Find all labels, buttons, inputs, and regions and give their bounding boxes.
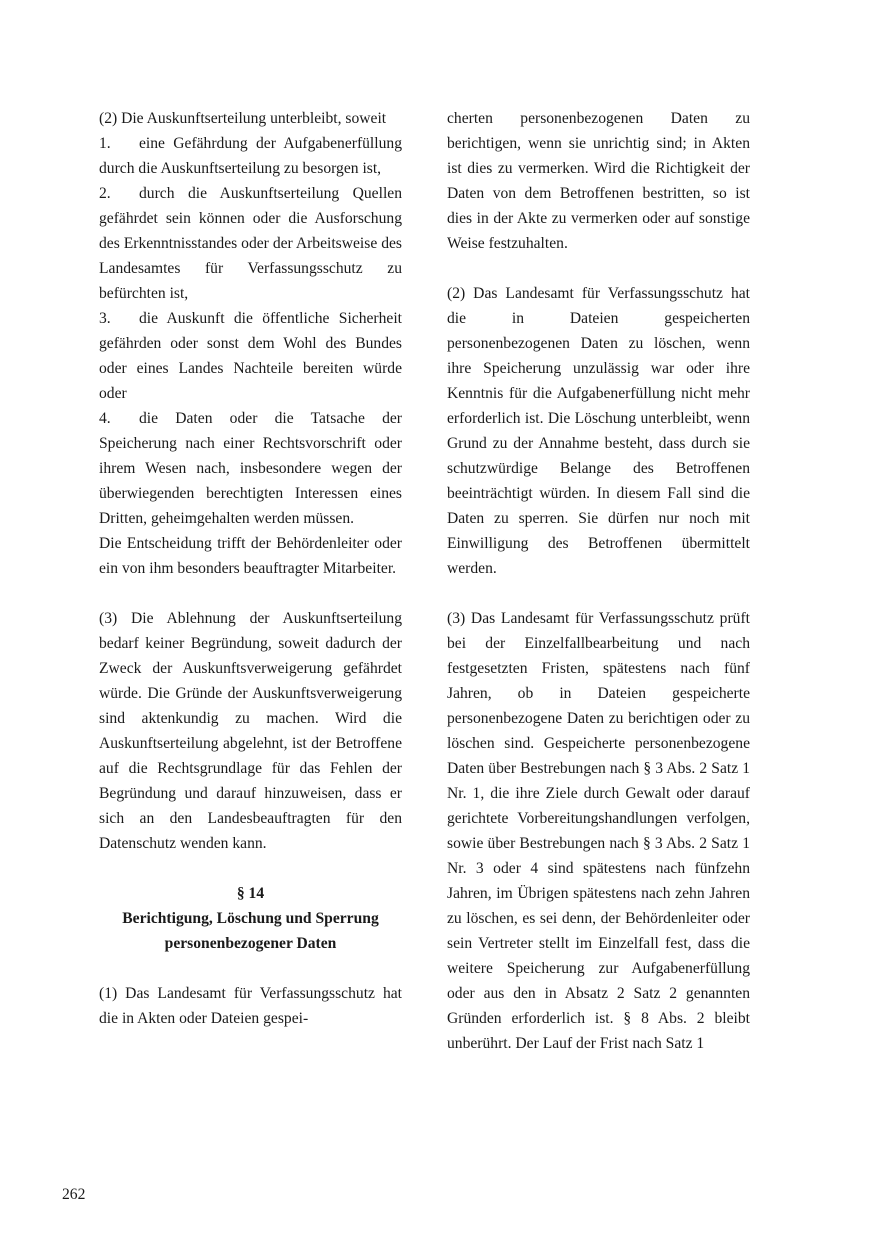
section-14-paragraph-1-continued: cherten personenbezogenen Daten zu berichtigen, wenn sie unrichtig sind; in Akten ist dies zu vermerken. Wird die Richtigkeit der Daten von dem Betroffenen bestritten, so ist dies in der Akte zu vermerken oder auf sonstige Weise festzuhalten. <box>447 110 750 252</box>
page-number: 262 <box>62 1186 86 1203</box>
list-item-number: 3. <box>99 310 111 327</box>
paragraph-2-list <box>99 131 402 531</box>
list-item-number: 4. <box>99 410 111 427</box>
right-column <box>447 106 750 1056</box>
paragraph-2-intro: (2) Die Auskunftserteilung unterbleibt, soweit <box>99 110 387 127</box>
section-title-line-1: Berichtigung, Löschung und Sperrung <box>122 910 379 927</box>
list-item-text: die Daten oder die Tatsache der Speicherung nach einer Rechtsvorschrift oder ihrem Wesen nach, insbesondere wegen der überwiegenden berechtigten Interessen eines Dritten, geheimgehalten werden müssen. <box>99 410 402 527</box>
section-title-line-2: personenbezogener Daten <box>164 935 337 952</box>
left-column <box>99 106 402 1031</box>
list-item-number: 2. <box>99 185 111 202</box>
list-item <box>99 131 402 181</box>
section-14-paragraph-2: (2) Das Landesamt für Verfassungsschutz hat die in Dateien gespeicherten personenbezogenen Daten zu löschen, wenn ihre Speicherung unzulässig war oder ihre Kenntnis für die Aufgabenerfüllung nicht mehr erforderlich ist. Die Löschung unterbleibt, wenn Grund zu der Annahme besteht, dass durch sie schutzwürdige Belange des Betroffenen beeinträchtigt würden. In diesem Fall sind die Daten zu sperren. Sie dürfen nur noch mit Einwilligung des Betroffenen übermittelt werden. <box>447 285 750 577</box>
section-number: § 14 <box>236 885 265 902</box>
list-item-text: durch die Auskunftserteilung Quellen gefährdet sein können oder die Ausforschung des Erkenntnisstandes oder der Arbeitsweise des Landesamtes für Verfassungsschutz zu befürchten ist, <box>99 185 402 302</box>
section-14-paragraph-1-start: (1) Das Landesamt für Verfassungsschutz hat die in Akten oder Dateien gespei- <box>99 985 402 1027</box>
section-14-paragraph-3: (3) Das Landesamt für Verfassungsschutz prüft bei der Einzelfallbearbeitung und nach festgesetzten Fristen, spätestens nach fünf Jahren, ob in Dateien gespeicherte personenbezogene Daten zu berichtigen oder zu löschen sind. Gespeicherte personenbezogene Daten über Bestrebungen nach § 3 Abs. 2 Satz 1 Nr. 1, die ihre Ziele durch Gewalt oder darauf gerichtete Vorbereitungshandlungen verfolgen, sowie über Bestrebungen nach § 3 Abs. 2 Satz 1 Nr. 3 oder 4 sind spätestens nach fünfzehn Jahren, im Übrigen spätestens nach zehn Jahren zu löschen, es sei denn, der Behördenleiter oder sein Vertreter stellt im Einzelfall fest, dass die weitere Speicherung zur Aufgabenerfüllung oder aus den in Absatz 2 Satz 2 genannten Gründen erforderlich ist. § 8 Abs. 2 bleibt unberührt. Der Lauf der Frist nach Satz 1 <box>447 610 750 1052</box>
list-item <box>99 181 402 306</box>
list-item <box>99 306 402 406</box>
list-item-text: die Auskunft die öffentliche Sicherheit gefährden oder sonst dem Wohl des Bundes oder eines Landes Nachteile bereiten würde oder <box>99 310 402 402</box>
list-item-number: 1. <box>99 135 111 152</box>
list-item <box>99 406 402 531</box>
list-item-text: eine Gefährdung der Aufgabenerfüllung durch die Auskunftserteilung zu besorgen ist, <box>99 135 402 177</box>
paragraph-2-outro: Die Entscheidung trifft der Behördenleiter oder ein von ihm besonders beauftragter Mitarbeiter. <box>99 535 402 577</box>
paragraph-3: (3) Die Ablehnung der Auskunftserteilung bedarf keiner Begründung, soweit dadurch der Zweck der Auskunftsverweigerung gefährdet würde. Die Gründe der Auskunftsverweigerung sind aktenkundig zu machen. Wird die Auskunftserteilung abgelehnt, ist der Betroffene auf die Rechtsgrundlage für das Fehlen der Begründung und darauf hinzuweisen, dass er sich an den Landesbeauftragten für den Datenschutz wenden kann. <box>99 610 402 852</box>
